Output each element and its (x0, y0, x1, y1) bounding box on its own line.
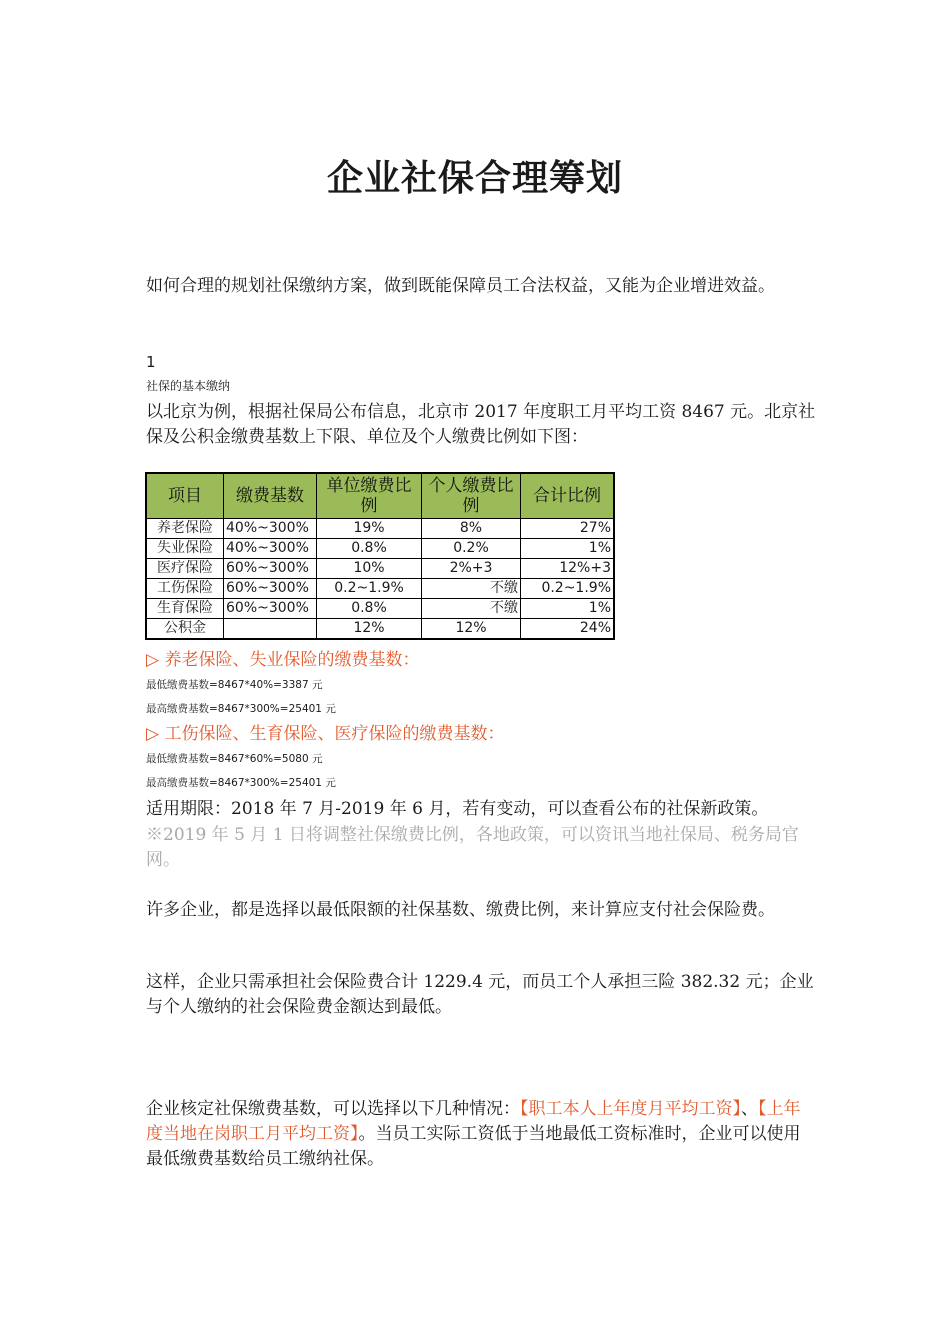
pension-max-base: 最高缴费基数=8467*300%=25401 元 (146, 703, 336, 715)
highlight-own-salary: 【职工本人上年度月平均工资】 (520, 1099, 741, 1119)
cell-total-rate: 0.2~1.9% (521, 579, 615, 599)
header-item: 项目 (146, 473, 224, 519)
table-row (146, 559, 614, 579)
base-options-text: 企业核定社保缴费基数，可以选择以下几种情况： (146, 1099, 520, 1119)
cell-item: 养老保险 (146, 519, 224, 539)
cell-total-rate: 27% (521, 519, 615, 539)
injury-max-base: 最高缴费基数=8467*300%=25401 元 (146, 777, 336, 789)
table-header-row (146, 473, 614, 519)
cell-base: 60%~300% (224, 559, 317, 579)
cell-item: 失业保险 (146, 539, 224, 559)
cost-paragraph: 这样，企业只需承担社会保险费合计 1229.4 元，而员工个人承担三险 382.32 元；企业与个人缴纳的社会保险费金额达到最低。 (146, 972, 814, 1017)
cell-employee-rate: 12% (422, 619, 521, 640)
table-row (146, 539, 614, 559)
header-employee-rate: 个人缴费比例 (422, 473, 521, 519)
header-employer-rate: 单位缴费比例 (317, 473, 422, 519)
table-row (146, 579, 614, 599)
cell-employee-rate: 不缴 (422, 599, 521, 619)
highlight-local-average: 【上年度当地在岗职工月平均工资】 (146, 1099, 801, 1144)
section-heading: 社保的基本缴纳 (146, 379, 231, 393)
cell-employee-rate: 不缴 (422, 579, 521, 599)
separator-text: 、 (741, 1099, 758, 1119)
cell-total-rate: 1% (521, 539, 615, 559)
base-options-paragraph (146, 1097, 816, 1172)
cell-base: 60%~300% (224, 599, 317, 619)
table-row (146, 519, 614, 539)
cell-base (224, 619, 317, 640)
cell-base: 60%~300% (224, 579, 317, 599)
intro-paragraph: 如何合理的规划社保缴纳方案，做到既能保障员工合法权益，又能为企业增进效益。 (146, 276, 775, 296)
cell-employee-rate: 0.2% (422, 539, 521, 559)
page-title: 企业社保合理筹划 (326, 157, 623, 199)
cell-employer-rate: 10% (317, 559, 422, 579)
cell-employer-rate: 19% (317, 519, 422, 539)
cell-base: 40%~300% (224, 539, 317, 559)
policy-note: ※2019 年 5 月 1 日将调整社保缴费比例，各地政策，可以资讯当地社保局、税务局官网。 (146, 825, 799, 870)
cell-employer-rate: 0.8% (317, 599, 422, 619)
cell-total-rate: 1% (521, 599, 615, 619)
many-companies-paragraph: 许多企业，都是选择以最低限额的社保基数、缴费比例，来计算应支付社会保险费。 (146, 900, 775, 920)
cell-total-rate: 12%+3 (521, 559, 615, 579)
cell-item: 公积金 (146, 619, 224, 640)
base-options-tail: 。当员工实际工资低于当地最低工资标准时，企业可以使用最低缴费基数给员工缴纳社保。 (146, 1124, 801, 1169)
cell-total-rate: 24% (521, 619, 615, 640)
pension-min-base: 最低缴费基数=8467*40%=3387 元 (146, 679, 323, 691)
table-row (146, 599, 614, 619)
cell-item: 工伤保险 (146, 579, 224, 599)
header-base: 缴费基数 (224, 473, 317, 519)
cell-employer-rate: 12% (317, 619, 422, 640)
cell-employee-rate: 8% (422, 519, 521, 539)
cell-employer-rate: 0.8% (317, 539, 422, 559)
pension-base-heading: ▷ 养老保险、失业保险的缴费基数： (146, 650, 420, 670)
contribution-table (145, 472, 615, 640)
period-paragraph: 适用期限：2018 年 7 月-2019 年 6 月，若有变动，可以查看公布的社保新政策。 (146, 799, 769, 819)
cell-item: 医疗保险 (146, 559, 224, 579)
section-number: 1 (146, 353, 156, 371)
cell-employer-rate: 0.2~1.9% (317, 579, 422, 599)
table-row (146, 619, 614, 640)
cell-base: 40%~300% (224, 519, 317, 539)
injury-min-base: 最低缴费基数=8467*60%=5080 元 (146, 753, 323, 765)
beijing-paragraph: 以北京为例，根据社保局公布信息，北京市 2017 年度职工月平均工资 8467 元。北京社保及公积金缴费基数上下限、单位及个人缴费比例如下图： (146, 402, 816, 447)
cell-employee-rate: 2%+3 (422, 559, 521, 579)
header-total-rate: 合计比例 (521, 473, 615, 519)
cell-item: 生育保险 (146, 599, 224, 619)
injury-base-heading: ▷ 工伤保险、生育保险、医疗保险的缴费基数： (146, 724, 505, 744)
